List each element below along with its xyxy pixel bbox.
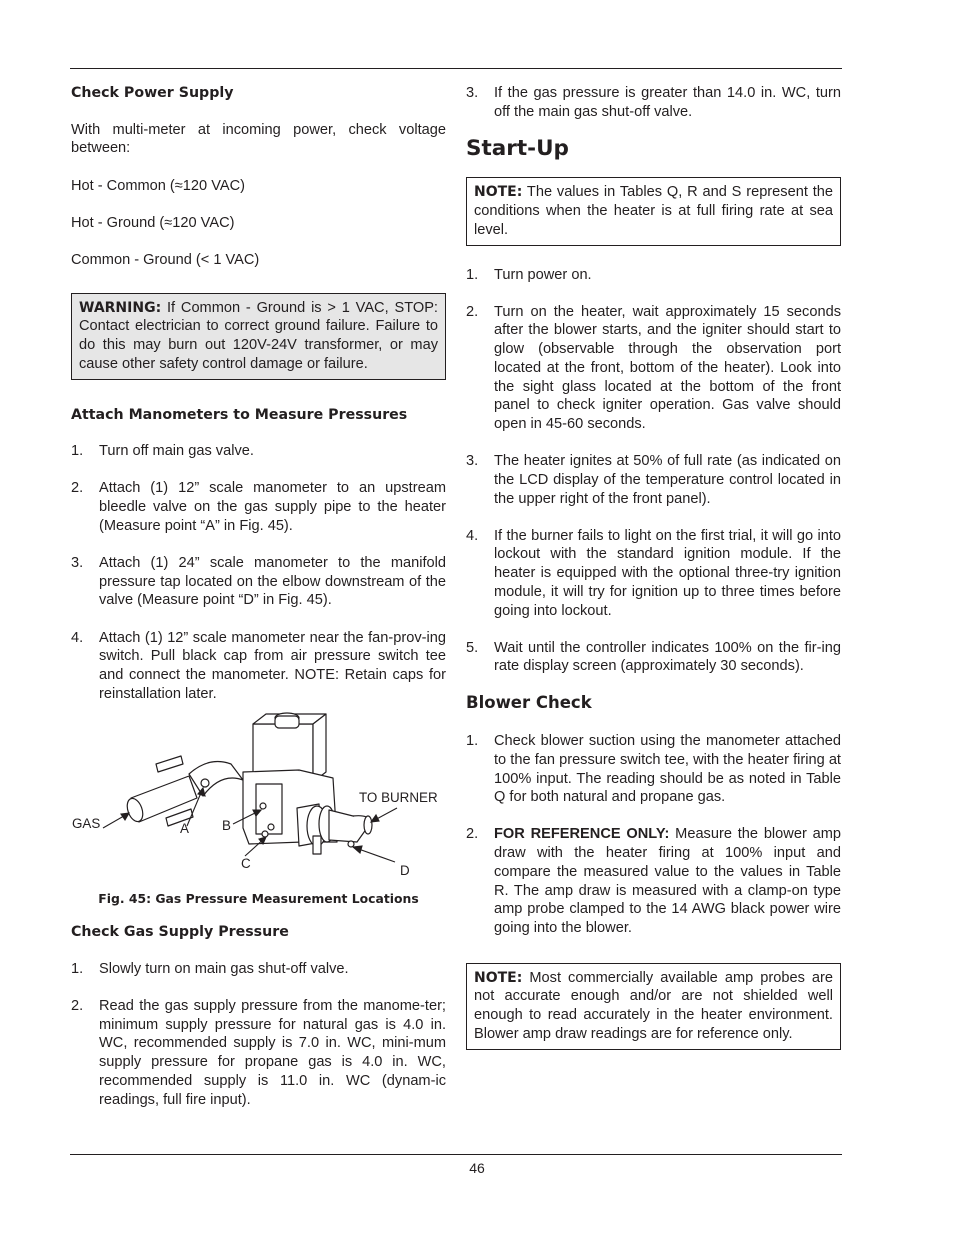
- blower-steps: [466, 732, 841, 938]
- note-text: The values in Tables Q, R and S represent the conditions when the heater is at full firing rate at sea level.: [474, 184, 833, 238]
- list-item: 4. Attach (1) 12” scale manometer near the fan-prov-ing switch. Pull black cap from air pressure switch tee and connect the manometer. NOTE: Retain caps for reinstallation later.: [71, 629, 446, 702]
- label-to-burner: TO BURNER: [359, 790, 438, 806]
- note-text: Most commercially available amp probes are not accurate enough and/or are not shielded well enough to read accurately in the heater environment. Blower amp draw readings are for reference only.: [474, 969, 833, 1042]
- list-item: 2. Turn on the heater, wait approximately 15 seconds after the blower starts, and the igniter should start to glow (observable through the observation port located at the front, bottom of the heater). Look into the sight glass located at the bottom of the front panel to check igniter operation. Gas valve should open in 45-60 seconds.: [466, 303, 841, 432]
- list-item: 1. Slowly turn on main gas shut-off valve.: [71, 960, 349, 977]
- voltage-line: Common - Ground (< 1 VAC): [71, 252, 260, 269]
- reference-lead: FOR REFERENCE ONLY:: [494, 826, 670, 843]
- startup-note-box: [466, 177, 841, 245]
- list-item: 3. The heater ignites at 50% of full rate (as indicated on the LCD display of the temperature control located in the upper right of the front panel).: [466, 453, 841, 507]
- manometers-heading: Attach Manometers to Measure Pressures: [71, 406, 408, 423]
- list-item: 1. Turn off main gas valve.: [71, 443, 254, 460]
- check-power-intro: With multi-meter at incoming power, check voltage between:: [71, 121, 446, 157]
- list-item: 5. Wait until the controller indicates 100% on the fir-ing rate display screen (approximately 30 seconds).: [466, 639, 841, 675]
- gas-supply-steps: [71, 960, 446, 1109]
- list-item: 1. Check blower suction using the manometer attached to the fan pressure switch tee, with the heater firing at 100% input. The reading should be as noted in Table Q for both natural and propane gas.: [466, 733, 841, 806]
- amp-probe-note-box: [466, 963, 841, 1050]
- label-c: C: [241, 856, 251, 872]
- list-item: 4. If the burner fails to light on the first trial, it will go into lockout with the standard ignition module. If the heater is equipped with the optional three-try ignition module, it will try for ignition up to three times before going into lockout.: [466, 527, 841, 619]
- warning-text: If Common - Ground is > 1 VAC, STOP: Contact electrician to correct ground failure. Failure to do this may burn out 120V-24V transformer, or may cause other safety control damage or failure.: [79, 299, 438, 372]
- page-number: 46: [469, 1160, 485, 1176]
- gas-supply-steps-cont: [466, 84, 841, 121]
- voltage-line: Hot - Common (≈120 VAC): [71, 177, 245, 194]
- list-item: 3. If the gas pressure is greater than 14.0 in. WC, turn off the main gas shut-off valve.: [466, 85, 841, 120]
- gas-supply-heading: Check Gas Supply Pressure: [71, 924, 289, 941]
- list-item: 2. Attach (1) 12” scale manometer to an upstream bleedle valve on the gas supply pipe to the heater (Measure point “A” in Fig. 45).: [71, 480, 446, 534]
- right-column: [466, 84, 841, 1050]
- note-label: NOTE:: [474, 969, 523, 986]
- voltage-line: Hot - Ground (≈120 VAC): [71, 214, 235, 231]
- figure-caption: Fig. 45: Gas Pressure Measurement Locations: [98, 891, 419, 907]
- list-item: 2. Read the gas supply pressure from the manome-ter; minimum supply pressure for natural gas is 4.0 in. WC, recommended supply is 7.0 in. WC, mini-mum supply pressure for propane gas is 4.0 in. WC, recommended supply is 11.0 in. WC (dynam-ic readings, full fire input).: [71, 998, 446, 1108]
- bottom-rule: [70, 1154, 842, 1155]
- blower-check-heading: Blower Check: [466, 693, 592, 713]
- left-column: [71, 84, 446, 1109]
- note-label: NOTE:: [474, 184, 523, 201]
- list-item: 2. FOR REFERENCE ONLY: Measure the blower amp draw with the heater firing at 100% input and compare the measured value to the values in Table R. The amp draw is measured with a clamp-on type amp probe clamped to the 14 AWG black power wire going into the blower.: [466, 826, 841, 936]
- gas-pressure-figure: [71, 712, 446, 890]
- manometer-steps: [71, 442, 446, 703]
- list-item: 1. Turn power on.: [466, 266, 592, 283]
- label-gas: GAS: [72, 816, 101, 832]
- startup-steps: [466, 266, 841, 677]
- label-d: D: [400, 863, 410, 879]
- check-power-heading: Check Power Supply: [71, 85, 234, 101]
- label-b: B: [222, 818, 231, 834]
- warning-box: [71, 293, 446, 380]
- label-a: A: [180, 821, 189, 837]
- warning-label: WARNING:: [79, 299, 162, 316]
- top-rule: [70, 68, 842, 69]
- startup-heading: Start-Up: [466, 136, 569, 162]
- list-item: 3. Attach (1) 24” scale manometer to the manifold pressure tap located on the elbow downstream of the valve (Measure point “D” in Fig. 45).: [71, 555, 446, 609]
